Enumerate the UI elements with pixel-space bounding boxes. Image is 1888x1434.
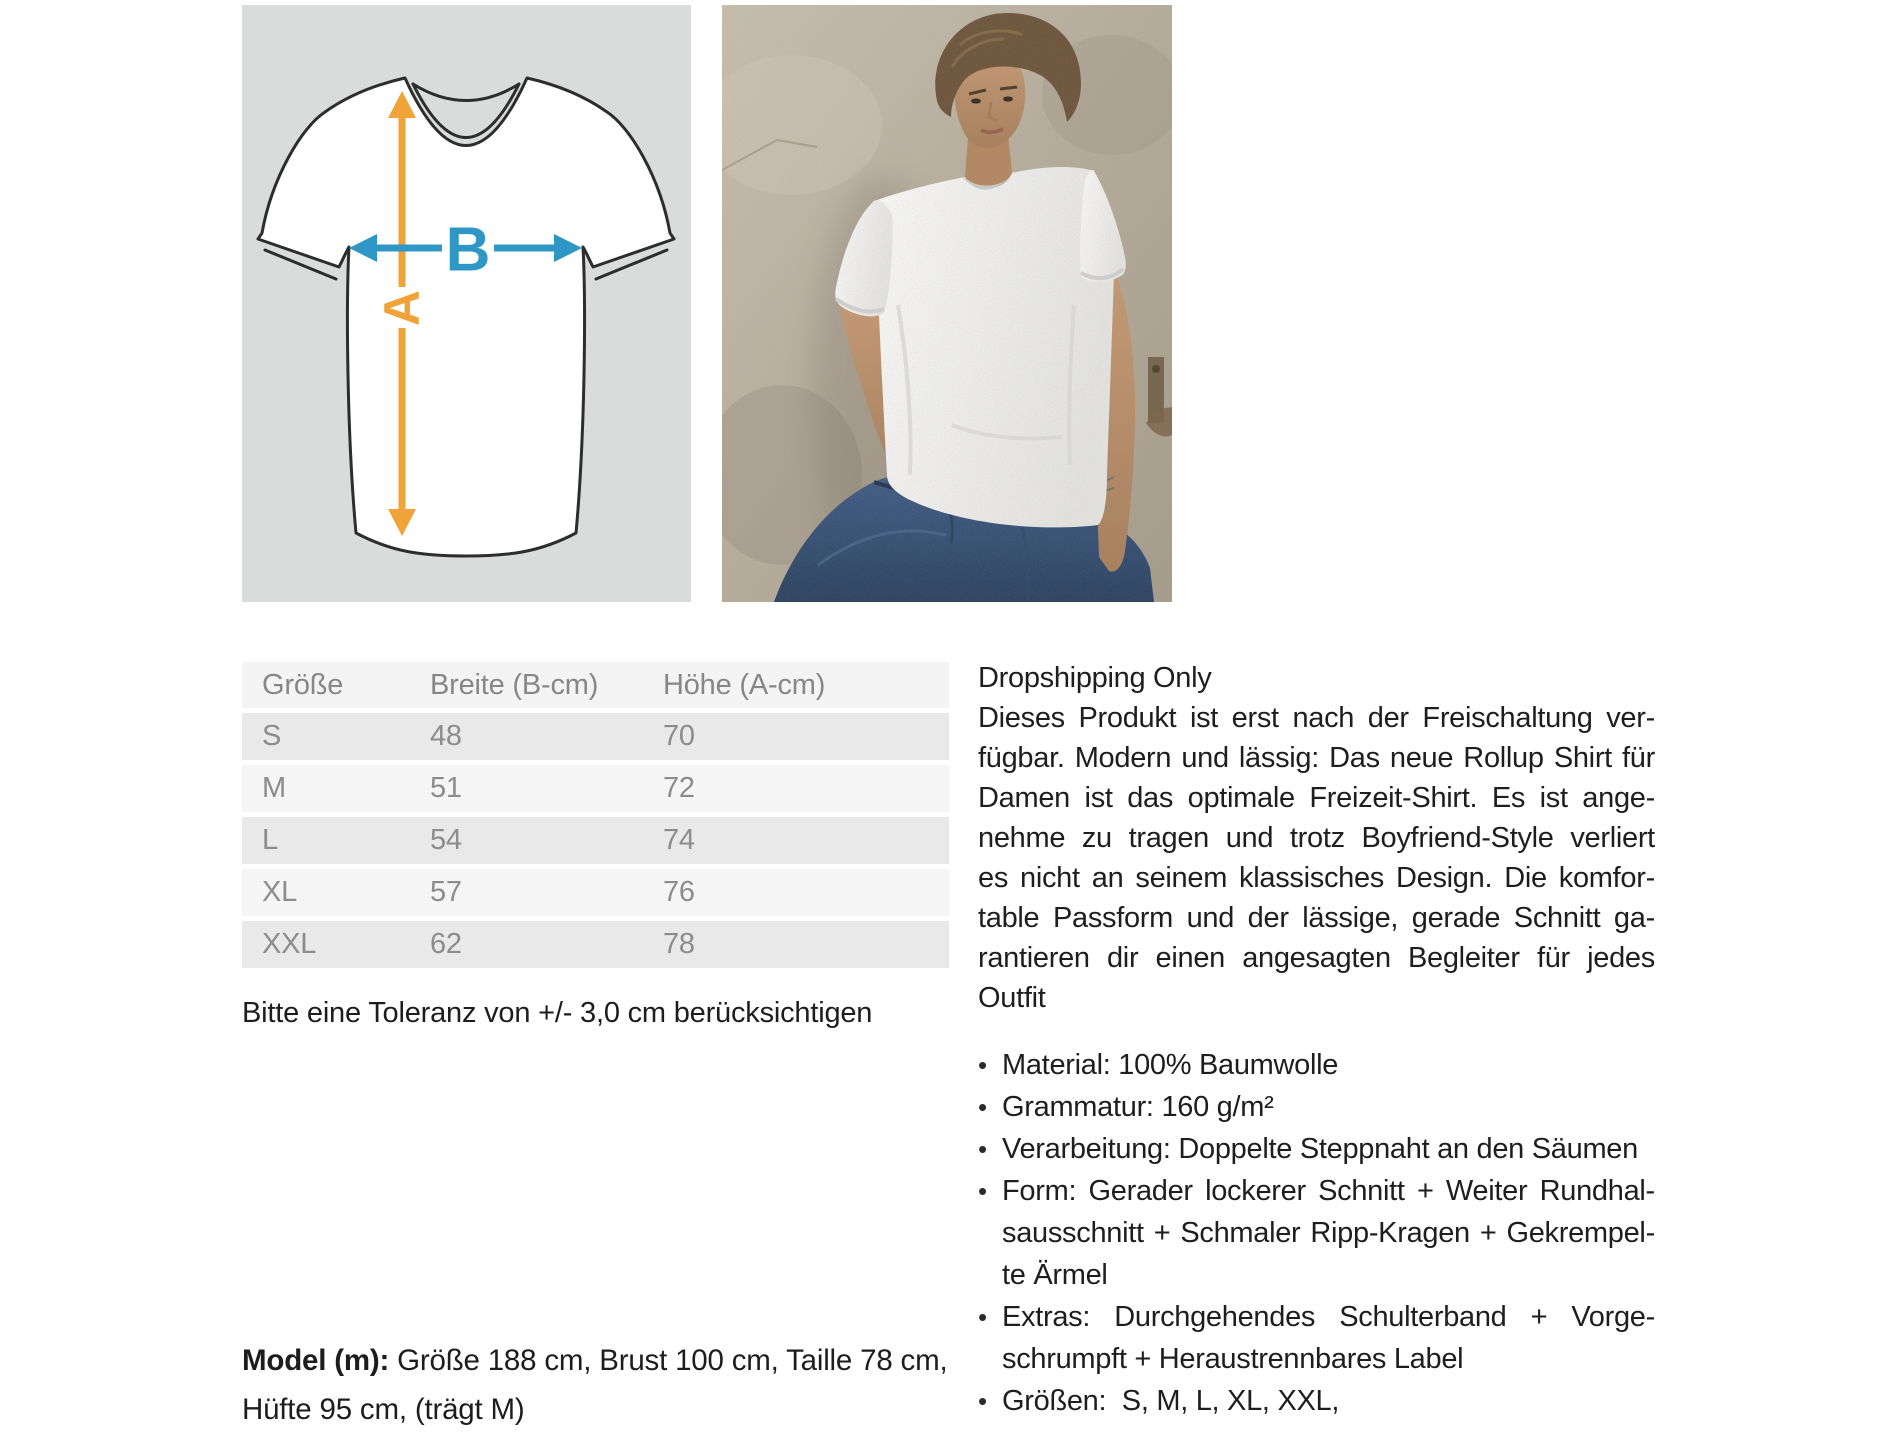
- table-cell: 70: [663, 720, 695, 752]
- feature-text: [1002, 1044, 1655, 1086]
- product-description: [978, 658, 1655, 1422]
- model-values: Größe 188 cm, Brust 100 cm, Taille 78 cm,: [389, 1344, 948, 1377]
- model-measurements: [242, 1336, 1012, 1434]
- tolerance-note: Bitte eine Toleranz von +/- 3,0 cm berücksichtigen: [242, 997, 873, 1029]
- feature-item: [978, 1044, 1655, 1086]
- table-header-cell: Höhe (A-cm): [663, 668, 826, 701]
- photo-grain: [722, 5, 1172, 602]
- paragraph-line: nehme zu tragen und trotz Boyfriend-Style verliert: [978, 822, 1655, 854]
- feature-line: schrumpft + Heraustrennbares Label: [1002, 1343, 1464, 1375]
- feature-line: Größen: S, M, L, XL, XXL,: [1002, 1385, 1340, 1417]
- table-row: [242, 869, 949, 916]
- feature-text: [1002, 1086, 1655, 1128]
- feature-line: te Ärmel: [1002, 1259, 1108, 1291]
- model-measurements-line1: [242, 1336, 1012, 1385]
- table-header-cell: Größe: [262, 668, 344, 701]
- bullet-icon: •: [978, 1134, 987, 1164]
- paragraph-line: fügbar. Modern und lässig: Das neue Rollup Shirt für: [978, 742, 1655, 774]
- model-label: Model (m):: [242, 1344, 390, 1377]
- bullet-icon: •: [978, 1176, 987, 1206]
- feature-line: sausschnitt + Schmaler Ripp-Kragen + Gekrempel-: [1002, 1217, 1655, 1249]
- description-title: Dropshipping Only: [978, 662, 1212, 694]
- feature-line: Extras: Durchgehendes Schulterband + Vorge-: [1002, 1301, 1655, 1333]
- feature-text: [1002, 1296, 1655, 1380]
- table-cell: 76: [663, 876, 695, 908]
- table-cell: 78: [663, 928, 695, 960]
- feature-text: [1002, 1170, 1655, 1296]
- table-cell: 48: [430, 720, 462, 752]
- paragraph-line: Dieses Produkt ist erst nach der Freischaltung ver-: [978, 702, 1655, 734]
- feature-line: Grammatur: 160 g/m²: [1002, 1091, 1274, 1123]
- paragraph-line: Damen ist das optimale Freizeit-Shirt. Es ist ange-: [978, 782, 1655, 814]
- table-cell: 57: [430, 876, 462, 908]
- table-cell: L: [262, 824, 278, 856]
- label-b: B: [445, 215, 491, 285]
- feature-line: Verarbeitung: Doppelte Steppnaht an den Säumen: [1002, 1133, 1638, 1165]
- feature-text: [1002, 1128, 1655, 1170]
- table-cell: 54: [430, 824, 462, 856]
- paragraph-line: es nicht an seinem klassisches Design. Die komfor-: [978, 862, 1655, 894]
- bullet-icon: •: [978, 1092, 987, 1122]
- feature-line: Form: Gerader lockerer Schnitt + Weiter Rundhal-: [1002, 1175, 1655, 1207]
- table-cell: S: [262, 720, 282, 752]
- table-row: [242, 713, 949, 760]
- feature-list: [978, 1044, 1655, 1422]
- bullet-icon: •: [978, 1386, 987, 1416]
- bullet-icon: •: [978, 1302, 987, 1332]
- bullet-icon: •: [978, 1050, 987, 1080]
- table-cell: XXL: [262, 928, 317, 960]
- product-photo: [722, 5, 1172, 602]
- paragraph-line: rantieren dir einen angesagten Begleiter für jedes: [978, 942, 1655, 974]
- size-diagram-panel: [242, 5, 691, 602]
- paragraph-line: table Passform und der lässige, gerade Schnitt ga-: [978, 902, 1655, 934]
- table-cell: XL: [262, 876, 298, 908]
- feature-item: [978, 1086, 1655, 1128]
- table-row: [242, 817, 949, 864]
- table-cell: 62: [430, 928, 462, 960]
- label-a: A: [374, 289, 430, 327]
- table-row: [242, 765, 949, 812]
- tshirt-measure-illustration: [242, 5, 691, 602]
- feature-item: [978, 1128, 1655, 1170]
- model-photo-illustration: [722, 5, 1172, 602]
- table-cell: M: [262, 772, 286, 804]
- table-cell: 51: [430, 772, 462, 804]
- table-row: [242, 921, 949, 968]
- paragraph-line: Outfit: [978, 982, 1046, 1014]
- feature-item: [978, 1296, 1655, 1380]
- table-cell: 72: [663, 772, 695, 804]
- feature-line: Material: 100% Baumwolle: [1002, 1049, 1339, 1081]
- table-cell: 74: [663, 824, 695, 856]
- table-header-cell: Breite (B-cm): [430, 668, 599, 701]
- feature-item: [978, 1170, 1655, 1296]
- table-header-row: [242, 662, 949, 708]
- size-table: [242, 662, 949, 973]
- description-paragraph: [978, 698, 1655, 1018]
- model-measurements-line2: Hüfte 95 cm, (trägt M): [242, 1393, 525, 1426]
